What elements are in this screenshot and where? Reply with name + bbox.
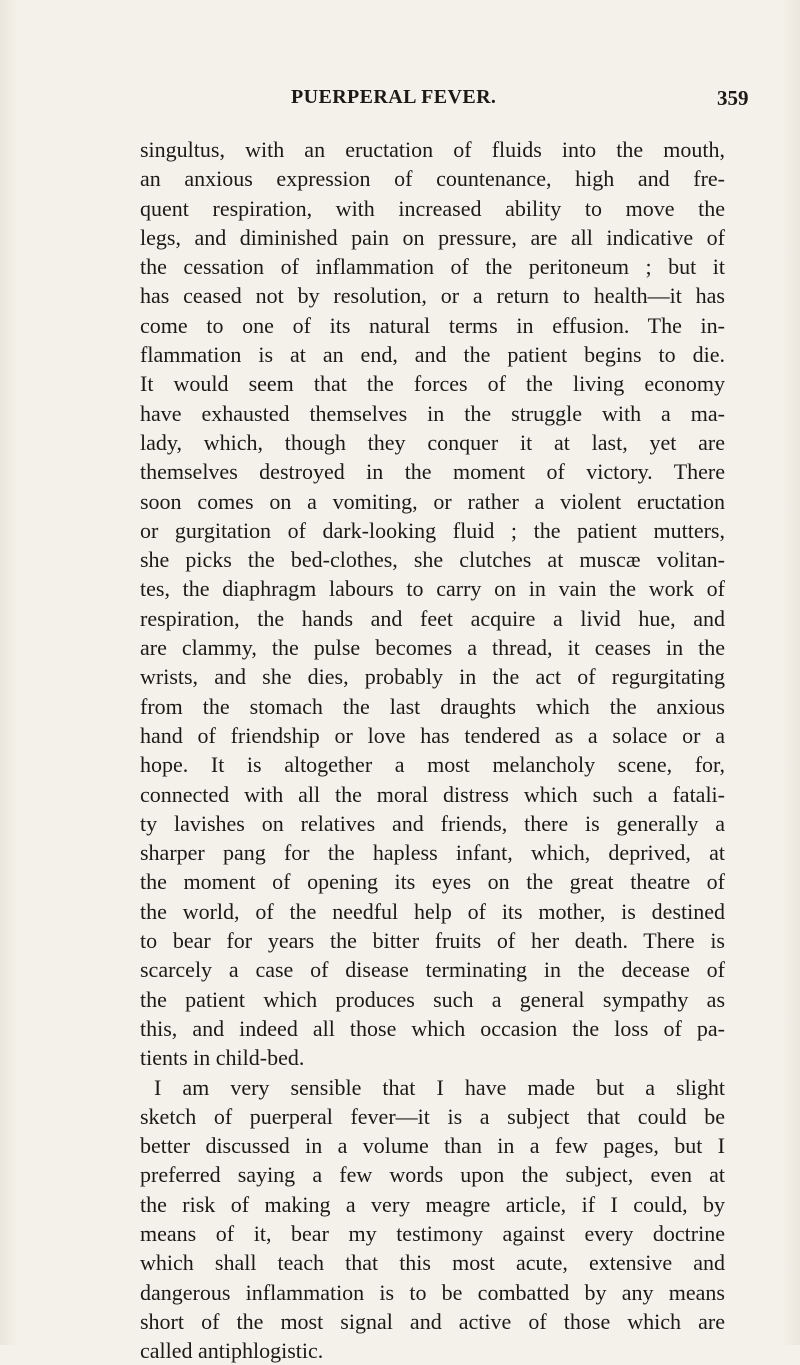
text-line: come to one of its natural terms in effusion. The in- (140, 311, 725, 340)
body-text (140, 135, 725, 1365)
text-line: connected with all the moral distress which such a fatali- (140, 780, 725, 809)
text-line: tients in child-bed. (140, 1043, 725, 1072)
text-line: I am very sensible that I have made but a slight (140, 1073, 725, 1102)
text-line: the risk of making a very meagre article, if I could, by (140, 1190, 725, 1219)
text-line: which shall teach that this most acute, extensive and (140, 1248, 725, 1277)
text-line: an anxious expression of countenance, high and fre- (140, 164, 725, 193)
text-line: flammation is at an end, and the patient begins to die. (140, 340, 725, 369)
running-head (0, 86, 800, 116)
text-line: or gurgitation of dark-looking fluid ; the patient mutters, (140, 516, 725, 545)
text-line: the world, of the needful help of its mother, is destined (140, 897, 725, 926)
text-line: hope. It is altogether a most melancholy scene, for, (140, 750, 725, 779)
text-line: to bear for years the bitter fruits of her death. There is (140, 926, 725, 955)
text-line: dangerous inflammation is to be combatted by any means (140, 1278, 725, 1307)
text-line: from the stomach the last draughts which the anxious (140, 692, 725, 721)
text-line: sharper pang for the hapless infant, which, deprived, at (140, 838, 725, 867)
text-line: she picks the bed-clothes, she clutches at muscæ volitan- (140, 545, 725, 574)
text-line: sketch of puerperal fever—it is a subject that could be (140, 1102, 725, 1131)
text-line: singultus, with an eructation of fluids into the mouth, (140, 135, 725, 164)
text-line: better discussed in a volume than in a few pages, but I (140, 1131, 725, 1160)
text-line: soon comes on a vomiting, or rather a violent eructation (140, 487, 725, 516)
running-title: PUERPERAL FEVER. (291, 86, 496, 109)
text-line: quent respiration, with increased ability to move the (140, 194, 725, 223)
text-line: tes, the diaphragm labours to carry on in vain the work of (140, 574, 725, 603)
text-line: It would seem that the forces of the living economy (140, 369, 725, 398)
text-line: themselves destroyed in the moment of victory. There (140, 457, 725, 486)
text-line: respiration, the hands and feet acquire a livid hue, and (140, 604, 725, 633)
text-line: ty lavishes on relatives and friends, there is generally a (140, 809, 725, 838)
text-line: lady, which, though they conquer it at last, yet are (140, 428, 725, 457)
text-line: hand of friendship or love has tendered as a solace or a (140, 721, 725, 750)
paragraph-2 (140, 1073, 725, 1365)
paragraph-1 (140, 135, 725, 1073)
text-line: preferred saying a few words upon the subject, even at (140, 1160, 725, 1189)
text-line: the moment of opening its eyes on the great theatre of (140, 867, 725, 896)
text-line: the patient which produces such a general sympathy as (140, 985, 725, 1014)
text-line: this, and indeed all those which occasion the loss of pa- (140, 1014, 725, 1043)
text-line: has ceased not by resolution, or a return to health—it has (140, 281, 725, 310)
text-line: means of it, bear my testimony against every doctrine (140, 1219, 725, 1248)
text-line: legs, and diminished pain on pressure, are all indicative of (140, 223, 725, 252)
page-number: 359 (717, 86, 749, 111)
text-line: short of the most signal and active of those which are (140, 1307, 725, 1336)
text-line: are clammy, the pulse becomes a thread, it ceases in the (140, 633, 725, 662)
text-line: wrists, and she dies, probably in the act of regurgitating (140, 662, 725, 691)
text-line: have exhausted themselves in the struggle with a ma- (140, 399, 725, 428)
text-line: scarcely a case of disease terminating in the decease of (140, 955, 725, 984)
text-line: called antiphlogistic. (140, 1336, 725, 1365)
text-line: the cessation of inflammation of the peritoneum ; but it (140, 252, 725, 281)
